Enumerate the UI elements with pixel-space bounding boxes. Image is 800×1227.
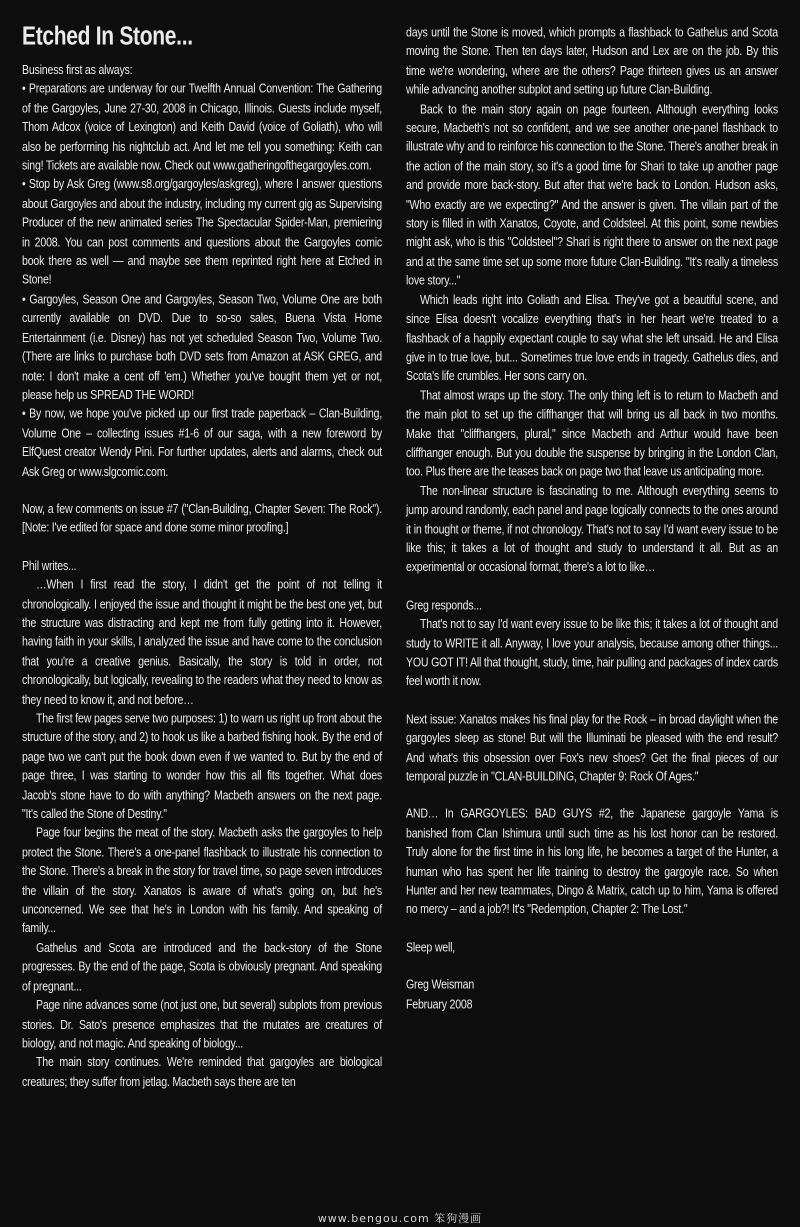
watermark-footer: www.bengou.com 笨狗漫画 — [317, 1212, 483, 1225]
paragraph: The non-linear structure is fascinating to me. Although everything seems to jump around randomly, each panel and page logically connects to the ones around it in thought or theme, if not chronology. That's not to say I'd want every issue to be like this; it takes a lot of thought and study to understand it all. But as an experimental or occasional format, there's a lot to like… — [406, 483, 778, 576]
paragraph: Page nine advances some (not just one, but several) subplots from previous stories. Dr. Sato's presence emphasizes that the mutates are creatures of biology, and not magic. And speaking of biology... — [22, 997, 382, 1052]
paragraph: That's not to say I'd want every issue to be like this; it takes a lot of thought and study to WRITE it all. Anyway, I love your analysis, because among other things... YOU GOT IT! All that thought, study, time, hair pulling and packages of index cards feel worth it now. — [406, 616, 778, 690]
paragraph: Business first as always: — [22, 62, 133, 78]
next-issue: Next issue: Xanatos makes his final play for the Rock – in broad daylight when the gargoyles sleep as stone! But will the Illuminati be pleased with the end result? And what's this obsession over Fox's new shoes? Get the final pieces of our temporal puzzle in "CLAN-BUILDING, Chapter 9: Rock Of Ages." — [406, 711, 778, 785]
right-column — [406, 24, 778, 1015]
paragraph: • Stop by Ask Greg (www.s8.org/gargoyles/askgreg), where I answer questions about Gargoyles and about the industry, including my current gig as Supervising Producer of the new animated series The Spectacular Spider-Man, premiering in 2008. You can post comments and questions about the Gargoyles comic book there as well — and maybe see them reprinted right here at Etched in Stone! — [22, 177, 382, 288]
promo: AND… In GARGOYLES: BAD GUYS #2, the Japanese gargoyle Yama is banished from Clan Ishimura until such time as his lost honor can be restored. Truly alone for the first time in his long life, he becomes a target of the Hunter, a human who has spent her life training to destroy the gargoyle race. So when Hunter and her new teammates, Dingo & Matrix, catch up to him, Yama is offered no mercy – and a job?! It's "Redemption, Chapter 2: The Lost." — [406, 806, 778, 918]
paragraph: That almost wraps up the story. The only thing left is to return to Macbeth and the main plot to set up the cliffhanger that will bring us all back in two months. Make that "cliffhangers, plural," since Macbeth and Arthur would have been cliffhanger enough. But you double the suspense by bringing in the London Clan, too. Plus there are the teases back on page two that leave us anticipating more. — [406, 388, 778, 480]
paragraph: The first few pages serve two purposes: 1) to warn us right up front about the structure of the story, and 2) to hook us like a barbed fishing hook. By the end of page two we can't put the book down even if we wanted to. But by the end of page three, I was starting to wonder how this all fits together. What does Jacob's stone have to do with anything? Macbeth answers on the next page. "It's called the Stone of Destiny." — [22, 711, 382, 822]
date: February 2008 — [406, 997, 473, 1012]
paragraph: days until the Stone is moved, which prompts a flashback to Gathelus and Scota moving the Stone. Then ten days later, Hudson and Lex are on the job. By this time we're wondering, where are the others? Page thirteen gives us an answer while advancing another subplot and setting up future Clan-Building. — [406, 25, 778, 98]
paragraph: Now, a few comments on issue #7 ("Clan-Building, Chapter Seven: The Rock"). [Note: I've edited for space and done some minor proofing.] — [22, 501, 382, 536]
sign-off: Sleep well, — [406, 940, 456, 956]
responder: Greg responds... — [406, 597, 482, 613]
paragraph: Which leads right into Goliath and Elisa. They've got a beautiful scene, and since Elisa doesn't vocalize everything that's in her heart we're treated to a flashback of a happily expectant couple to say what she left unsaid. He and Elisa give in to true love, but... Sometimes true love ends in tragedy. Gathelus dies, and Scota's life crumbles. Her sons carry on. — [406, 292, 778, 384]
paragraph: The main story continues. We're reminded that gargoyles are biological creatures; they suffer from jetlag. Macbeth says there are ten — [22, 1055, 382, 1090]
paragraph: Back to the main story again on page fourteen. Although everything looks secure, Macbeth's not so confident, and we see another one-panel flashback to illustrate why and to reinforce his connection to the Stone. There's another break in the action of the main story, so it's a good time for Shari to take up another page and provide more back-story. But after that we're back to London. Hudson asks, "Who exactly are we expecting?" And the answer is given. The villain part of the story is filled in with Xanatos, Coyote, and Coldsteel. At this point, some newbies might ask, who is this "Coldsteel"? Shari is right there to answer on the next page and at the same time set up some more future Clan-Building. "It's really a timeless love story..." — [406, 101, 778, 289]
paragraph: • By now, we hope you've picked up our first trade paperback – Clan-Building, Volume One – collecting issues #1-6 of our saga, with a new foreword by ElfQuest creator Wendy Pini. For further updates, alerts and alarms, check out Ask Greg or www.slgcomic.com. — [22, 406, 382, 479]
paragraph: Gathelus and Scota are introduced and the back-story of the Stone progresses. By the end of the page, Scota is obviously pregnant. And speaking of pregnant... — [22, 940, 382, 994]
paragraph: …When I first read the story, I didn't get the point of not telling it chronologically. I enjoyed the issue and thought it might be the best one yet, but the structure was distracting and kept me from fully getting into it. However, having faith in your skills, I analyzed the issue and have come to the conclusion that you're a creative genius. Basically, the story is told in order, not chronologically, but logically, revealing to the readers what they need to know as they need to know it, and not before… — [22, 577, 382, 708]
paragraph: • Preparations are underway for our Twelfth Annual Convention: The Gathering of the Gargoyles, June 27-30, 2008 in Chicago, Illinois. Guests include myself, Thom Adcox (voice of Lexington) and Keith David (voice of Goliath), who will also be performing his nightclub act. And let me tell you something: Keith can sing! Tickets are available now. Check out www.gatheringofthegargoyles.com. — [22, 82, 382, 174]
letter-writer: Phil writes... — [22, 558, 77, 574]
paragraph: Page four begins the meat of the story. Macbeth asks the gargoyles to help protect the Stone. There's a one-panel flashback to illustrate his connection to the Stone. There's a break in the story for travel time, so page seven introduces the villain of the story. Xanatos is aware of what's going on, but he's unconcerned. We see that he's in London with his family. And speaking of family... — [22, 826, 382, 937]
page-title: Etched In Stone... — [22, 22, 193, 51]
author-name: Greg Weisman — [406, 977, 475, 993]
paragraph: • Gargoyles, Season One and Gargoyles, Season Two, Volume One are both currently available on DVD. Due to so-so sales, Buena Vista Home Entertainment (i.e. Disney) has not yet scheduled Season Two, Volume Two. (There are links to purchase both DVD sets from Amazon at ASK GREG, and note: I don't make a cent off 'em.) Whether you've bought them yet or not, please help us SPREAD THE WORD! — [22, 292, 382, 403]
left-column — [22, 22, 382, 1092]
